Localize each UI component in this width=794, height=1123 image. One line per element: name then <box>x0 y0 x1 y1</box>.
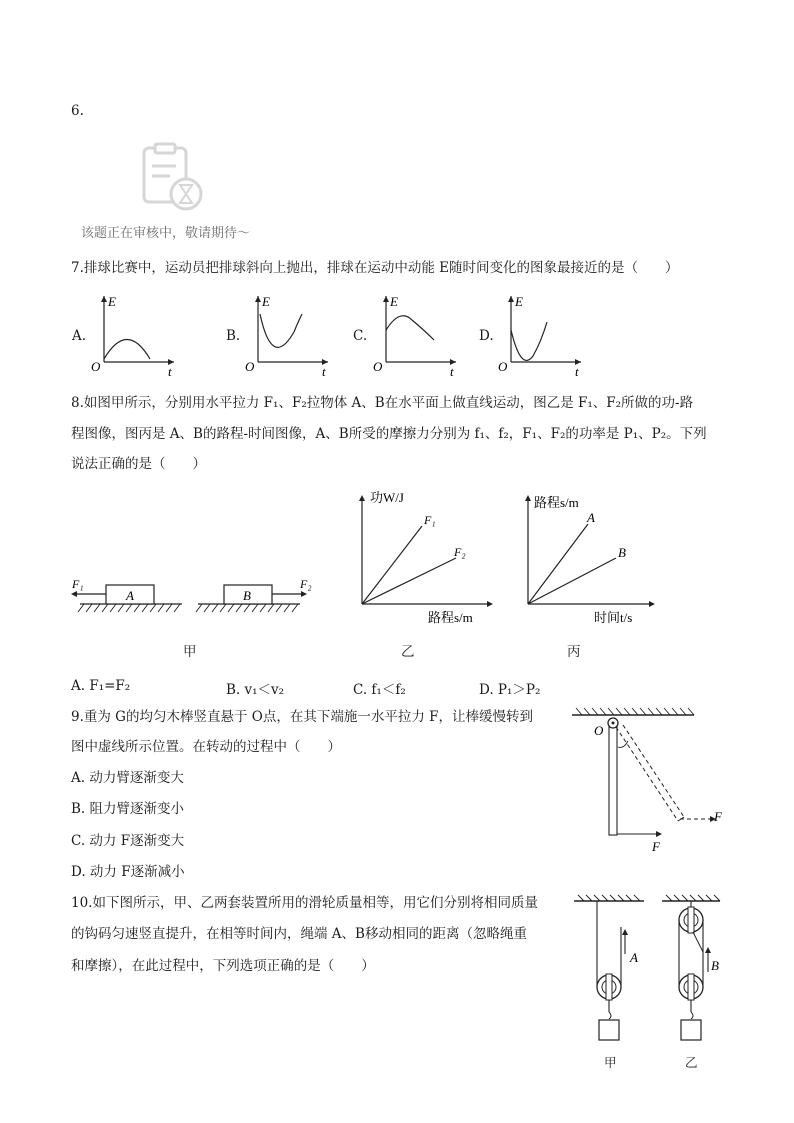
q8-figure-bing-distance-time-graph <box>516 488 666 630</box>
rope-end-a-label: A <box>630 950 638 965</box>
q7-graph-a-ylabel: E <box>108 294 116 309</box>
q7-graph-b-origin: O <box>245 359 255 374</box>
q8-option-d[interactable]: D. P₁＞P₂ <box>479 682 541 698</box>
q9-option-d[interactable]: D. 动力 F逐渐减小 <box>71 864 185 880</box>
q7-graph-a <box>90 292 180 376</box>
q10-pulley-figure <box>568 892 728 1052</box>
q7-graph-b-ylabel: E <box>262 294 270 309</box>
q7-graph-d-xlabel: t <box>575 364 579 376</box>
question-6-number: 6. <box>71 103 84 119</box>
question-10-stem-line2: 的钩码匀速竖直提升，在相等时间内，绳端 A、B移动相同的距离（忽略绳重 <box>71 926 527 942</box>
q7-graph-c-xlabel: t <box>450 364 454 376</box>
yi-ylabel: 功W/J <box>370 490 404 505</box>
question-8-stem-line3: 说法正确的是（ ） <box>71 456 206 472</box>
q7-graph-d-origin: O <box>498 359 508 374</box>
bing-ylabel: 路程s/m <box>534 495 579 510</box>
rope-end-b-label: B <box>711 958 719 973</box>
force-f2-label: F₂ <box>300 577 312 591</box>
q8-figure-yi-work-distance-graph <box>350 488 500 630</box>
q7-option-c-label[interactable]: C. <box>353 328 368 344</box>
q9-option-b[interactable]: B. 阻力臂逐渐变小 <box>71 801 185 817</box>
force-f-dashed-label: F <box>714 809 722 824</box>
question-10-stem-line3: 和摩擦），在此过程中，下列选项正确的是（ ） <box>71 958 375 974</box>
q9-lever-figure <box>568 703 728 855</box>
q8-option-c[interactable]: C. f₁＜f₂ <box>353 682 406 698</box>
q7-graph-b-xlabel: t <box>322 364 326 376</box>
q9-option-c[interactable]: C. 动力 F逐渐变大 <box>71 833 185 849</box>
q7-graph-a-origin: O <box>91 359 101 374</box>
bing-line1-label: A <box>587 510 595 525</box>
q8-figure-jia <box>66 572 336 624</box>
q7-graph-c <box>372 292 462 376</box>
q7-graph-d <box>497 292 587 376</box>
bing-xlabel: 时间t/s <box>594 610 633 625</box>
q7-graph-c-origin: O <box>373 359 383 374</box>
yi-line1-label: F₁ <box>424 513 436 527</box>
bing-line2-label: B <box>618 545 626 560</box>
q8-caption-bing: 丙 <box>567 644 581 660</box>
q7-option-a-label[interactable]: A. <box>72 328 87 344</box>
q7-option-b-label[interactable]: B. <box>226 328 241 344</box>
yi-line2-label: F₂ <box>454 545 466 559</box>
block-b-label: B <box>243 588 251 603</box>
q7-graph-a-xlabel: t <box>168 364 172 376</box>
q7-option-d-label[interactable]: D. <box>479 328 494 344</box>
line-b <box>528 558 616 604</box>
question-10-stem-line1: 10.如下图所示，甲、乙两套装置所用的滑轮质量相等，用它们分别将相同质量 <box>71 895 538 911</box>
line-a <box>528 524 588 604</box>
q8-option-a[interactable]: A. F₁=F₂ <box>71 678 131 694</box>
question-8-stem-line2: 程图像，图丙是 A、B的路程-时间图像，A、B所受的摩擦力分别为 f₁、f₂，F₁、F₂的功率是 P₁、P₂。下列 <box>71 426 707 442</box>
q9-option-a[interactable]: A. 动力臂逐渐变大 <box>71 770 184 786</box>
q7-graph-b <box>244 292 334 376</box>
q7-graph-d-ylabel: E <box>515 294 523 309</box>
pivot-o-label: O <box>594 723 604 738</box>
yi-xlabel: 路程s/m <box>428 610 473 625</box>
q7-graph-c-ylabel: E <box>390 294 398 309</box>
q10-caption-jia: 甲 <box>604 1055 617 1070</box>
line-f2 <box>362 558 456 604</box>
q10-caption-yi: 乙 <box>685 1055 698 1070</box>
q8-caption-yi: 乙 <box>401 644 415 660</box>
question-8-stem-line1: 8.如图甲所示，分别用水平拉力 F₁、F₂拉物体 A、B在水平面上做直线运动，图乙是 F₁、F₂所做的功-路 <box>71 395 694 411</box>
q8-caption-jia: 甲 <box>183 644 197 660</box>
line-f1 <box>362 526 422 604</box>
question-7-stem: 7.排球比赛中，运动员把排球斜向上抛出，排球在运动中动能 E随时间变化的图象最接近的是（ ） <box>71 260 679 276</box>
force-f-label: F <box>652 839 660 854</box>
force-f1-label: F₁ <box>72 577 84 591</box>
pending-review-icon <box>138 140 208 216</box>
question-9-stem-line2: 图中虚线所示位置。在转动的过程中（ ） <box>71 739 341 755</box>
q8-option-b[interactable]: B. v₁＜v₂ <box>226 682 285 698</box>
pending-review-note: 该题正在审核中，敬请期待～ <box>81 226 251 241</box>
block-a-label: A <box>126 588 134 603</box>
question-9-stem-line1: 9.重为 G的均匀木棒竖直悬于 O点，在其下端施一水平拉力 F，让棒缓慢转到 <box>71 709 533 725</box>
